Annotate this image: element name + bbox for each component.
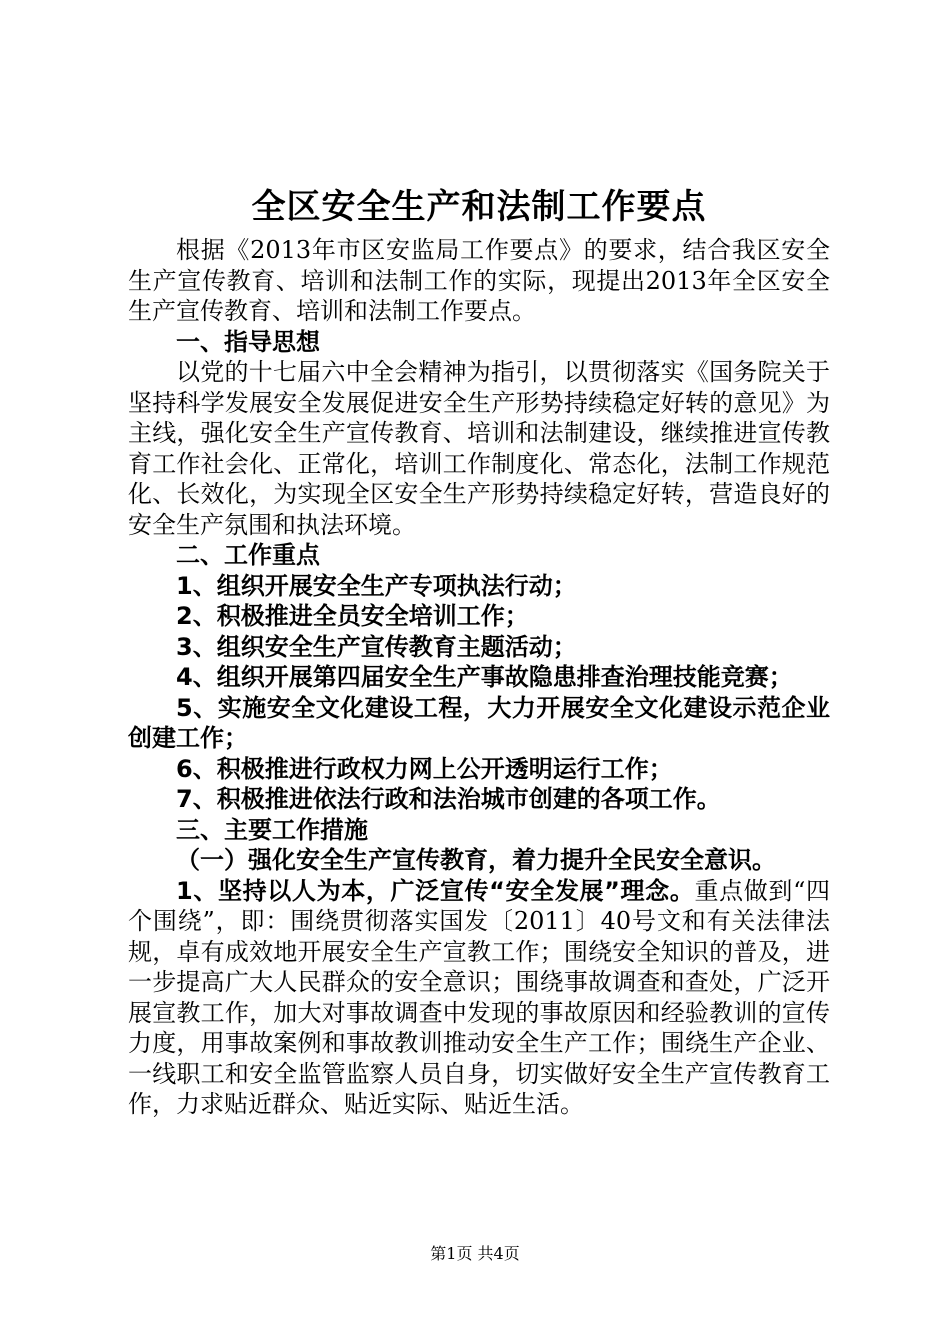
work-focus-item: 6、积极推进行政权力网上公开透明运行工作； <box>176 754 673 783</box>
measure-point-paragraph <box>128 876 830 1120</box>
work-focus-item: 2、积极推进全员安全培训工作； <box>176 602 529 630</box>
work-focus-item: 4、组织开展第四届安全生产事故隐患排查治理技能竞赛； <box>176 663 793 691</box>
work-focus-item: 5、实施安全文化建设工程，大力开展安全文化建设示范企业创建工作； <box>128 693 830 752</box>
section-heading-main-measures: 三、主要工作措施 <box>176 815 368 844</box>
document-title: 全区安全生产和法制工作要点 <box>251 187 707 227</box>
work-focus-item: 7、积极推进依法行政和法治城市创建的各项工作。 <box>176 785 721 813</box>
measure-point-body: 重点做到“四个围绕”，即：围绕贯彻落实国发〔2011〕40号文和有关法律法规，卓有成效地开展安全生产宣教工作；围绕安全知识的普及，进一步提高广大人民群众的安全意识；围绕事故调查和查处，广泛开展宣教工作，加大对事故调查中发现的事故原因和经验教训的宣传力度，用事故案例和事故教训推动安全生产工作；围绕生产企业、一线职工和安全监管监察人员自身，切实做好安全生产宣传教育工作，力求贴近群众、贴近实际、贴近生活。 <box>128 876 830 1118</box>
subsection-heading-publicity: （一）强化安全生产宣传教育，着力提升全民安全意识。 <box>176 846 776 874</box>
document-body <box>128 183 830 1120</box>
page-footer: 第1页 共4页 <box>430 1244 520 1263</box>
intro-paragraph: 根据《2013年市区安监局工作要点》的要求，结合我区安全生产宣传教育、培训和法制工作的实际，现提出2013年全区安全生产宣传教育、培训和法制工作要点。 <box>128 236 830 325</box>
section-heading-work-focus: 二、工作重点 <box>176 541 320 569</box>
measure-point-lead: 1、坚持以人为本，广泛宣传“安全发展”理念。 <box>176 876 695 905</box>
section-heading-guiding-ideology: 一、指导思想 <box>176 327 320 356</box>
guiding-ideology-paragraph: 以党的十七届六中全会精神为指引，以贯彻落实《国务院关于坚持科学发展安全发展促进安全生产形势持续稳定好转的意见》为主线，强化安全生产宣传教育、培训和法制建设，继续推进宣传教育工作社会化、正常化，培训工作制度化、常态化，法制工作规范化、长效化，为实现全区安全生产形势持续稳定好转，营造良好的安全生产氛围和执法环境。 <box>128 358 830 539</box>
work-focus-item: 3、组织安全生产宣传教育主题活动； <box>176 632 577 661</box>
work-focus-item: 1、组织开展安全生产专项执法行动； <box>176 571 577 600</box>
